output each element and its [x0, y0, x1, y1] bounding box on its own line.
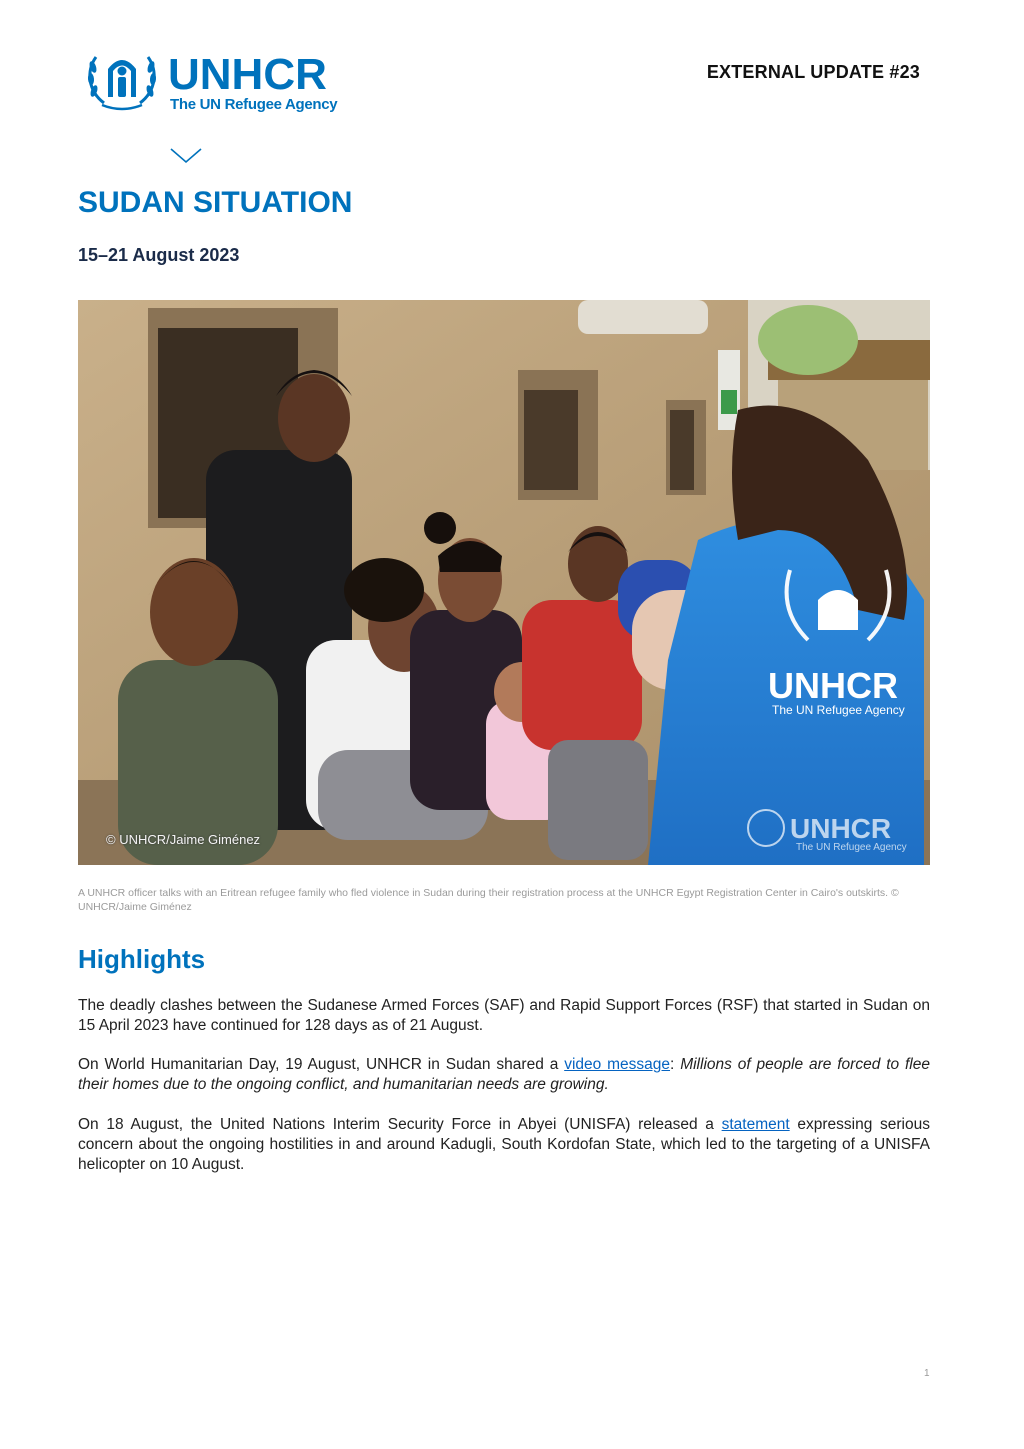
highlight-paragraph-3	[78, 1115, 930, 1175]
photo-credit: © UNHCR/Jaime Giménez	[106, 832, 261, 847]
vest-brand: UNHCR	[768, 665, 898, 706]
unhcr-logo	[84, 47, 364, 119]
vest-tagline: The UN Refugee Agency	[772, 703, 905, 717]
watermark-tagline: The UN Refugee Agency	[796, 842, 907, 853]
video-message-link[interactable]: video message	[564, 1056, 671, 1073]
watermark-brand: UNHCR	[790, 813, 892, 844]
brand-tagline: The UN Refugee Agency	[170, 96, 338, 113]
p2-prefix: On World Humanitarian Day, 19 August, UNHCR in Sudan shared a	[78, 1056, 565, 1073]
photo-caption: A UNHCR officer talks with an Eritrean refugee family who fled violence in Sudan during their registration process at the UNHCR Egypt Registration Center in Cairo's outskirts. © UNHCR/Jaime Giménez	[78, 887, 899, 913]
p2-quote: Millions of people are forced to flee their homes due to the ongoing conflict, and humanitarian needs are growing.	[78, 1056, 930, 1093]
update-label: EXTERNAL UPDATE #23	[706, 62, 920, 82]
highlight-paragraph-2	[78, 1055, 930, 1095]
page-title: SUDAN SITUATION	[78, 186, 353, 219]
chevron-down-icon	[169, 146, 203, 166]
p2-separator: :	[670, 1056, 681, 1073]
highlight-paragraph-1: The deadly clashes between the Sudanese Armed Forces (SAF) and Rapid Support Forces (RSF) that started in Sudan on 15 April 2023 have continued for 128 days as of 21 August.	[78, 997, 930, 1034]
p3-prefix: On 18 August, the United Nations Interim Security Force in Abyei (UNISFA) released a	[78, 1116, 722, 1133]
laurel-emblem-icon	[84, 47, 160, 111]
statement-link[interactable]: statement	[721, 1116, 790, 1133]
cover-photo	[78, 300, 930, 865]
date-range: 15–21 August 2023	[78, 245, 240, 265]
page-number: 1	[924, 1368, 930, 1379]
refugee-family-photo	[78, 300, 930, 865]
brand-name: UNHCR	[168, 50, 327, 99]
highlights-heading: Highlights	[78, 944, 206, 974]
p3-suffix: expressing serious concern about the ongoing hostilities in and around Kadugli, South Kordofan State, which led to the targeting of a UNISFA helicopter on 10 August.	[78, 1116, 930, 1173]
